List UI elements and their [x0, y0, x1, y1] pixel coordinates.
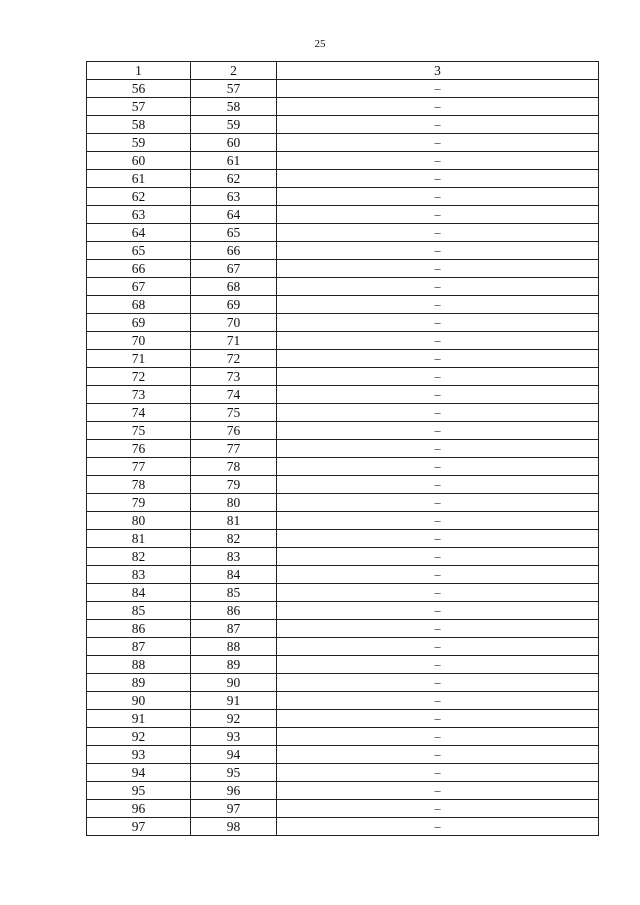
column-header-1: 1	[87, 62, 191, 80]
table-cell-col-2: 90	[191, 674, 277, 692]
table-cell-col-3: –	[277, 620, 599, 638]
table-row	[87, 224, 599, 242]
table-cell-col-3: –	[277, 764, 599, 782]
table-cell-col-2: 60	[191, 134, 277, 152]
table-cell-col-3: –	[277, 368, 599, 386]
table-cell-col-3: –	[277, 296, 599, 314]
table-row	[87, 602, 599, 620]
table-cell-col-3: –	[277, 98, 599, 116]
table-row	[87, 422, 599, 440]
table-cell-col-3: –	[277, 134, 599, 152]
table-cell-col-3: –	[277, 476, 599, 494]
table-row	[87, 116, 599, 134]
table-cell-col-3: –	[277, 674, 599, 692]
table-cell-col-2: 72	[191, 350, 277, 368]
table-cell-col-1: 96	[87, 800, 191, 818]
table-cell-col-3: –	[277, 260, 599, 278]
table-cell-col-2: 92	[191, 710, 277, 728]
table-cell-col-1: 97	[87, 818, 191, 836]
table-cell-col-1: 88	[87, 656, 191, 674]
table-row	[87, 440, 599, 458]
table-cell-col-3: –	[277, 206, 599, 224]
table-cell-col-1: 62	[87, 188, 191, 206]
table-cell-col-1: 82	[87, 548, 191, 566]
table-cell-col-1: 66	[87, 260, 191, 278]
table-cell-col-2: 85	[191, 584, 277, 602]
table-cell-col-3: –	[277, 386, 599, 404]
table-cell-col-1: 60	[87, 152, 191, 170]
table-row	[87, 512, 599, 530]
table-cell-col-1: 90	[87, 692, 191, 710]
table-cell-col-1: 56	[87, 80, 191, 98]
table-cell-col-3: –	[277, 404, 599, 422]
table-cell-col-3: –	[277, 584, 599, 602]
table-cell-col-2: 57	[191, 80, 277, 98]
table-row	[87, 674, 599, 692]
table-cell-col-3: –	[277, 818, 599, 836]
table-cell-col-3: –	[277, 116, 599, 134]
table-cell-col-2: 95	[191, 764, 277, 782]
table-row	[87, 800, 599, 818]
table-cell-col-2: 79	[191, 476, 277, 494]
table-cell-col-3: –	[277, 782, 599, 800]
table-cell-col-2: 96	[191, 782, 277, 800]
table-row	[87, 638, 599, 656]
table-cell-col-2: 98	[191, 818, 277, 836]
table-cell-col-3: –	[277, 422, 599, 440]
table-row	[87, 350, 599, 368]
table-row	[87, 260, 599, 278]
table-cell-col-3: –	[277, 170, 599, 188]
table-cell-col-3: –	[277, 530, 599, 548]
table-cell-col-1: 84	[87, 584, 191, 602]
table-cell-col-1: 67	[87, 278, 191, 296]
table-cell-col-3: –	[277, 152, 599, 170]
table-row	[87, 332, 599, 350]
table-cell-col-3: –	[277, 710, 599, 728]
table-row	[87, 566, 599, 584]
page-number: 25	[314, 38, 326, 50]
table-cell-col-2: 62	[191, 170, 277, 188]
table-cell-col-1: 57	[87, 98, 191, 116]
table-cell-col-3: –	[277, 800, 599, 818]
table-cell-col-2: 81	[191, 512, 277, 530]
table-row	[87, 242, 599, 260]
table-cell-col-2: 88	[191, 638, 277, 656]
table-row	[87, 80, 599, 98]
table-cell-col-3: –	[277, 242, 599, 260]
table-cell-col-1: 76	[87, 440, 191, 458]
table-row	[87, 206, 599, 224]
table-cell-col-1: 95	[87, 782, 191, 800]
table-cell-col-3: –	[277, 332, 599, 350]
table-cell-col-2: 83	[191, 548, 277, 566]
table-cell-col-3: –	[277, 494, 599, 512]
table-cell-col-1: 77	[87, 458, 191, 476]
table-cell-col-2: 69	[191, 296, 277, 314]
table-body	[87, 80, 599, 836]
table-row	[87, 134, 599, 152]
table-cell-col-1: 83	[87, 566, 191, 584]
table-row	[87, 656, 599, 674]
table-cell-col-2: 63	[191, 188, 277, 206]
table-cell-col-3: –	[277, 656, 599, 674]
table-cell-col-2: 68	[191, 278, 277, 296]
table-row	[87, 818, 599, 836]
table-cell-col-3: –	[277, 458, 599, 476]
table-row	[87, 278, 599, 296]
table-cell-col-3: –	[277, 746, 599, 764]
table-row	[87, 782, 599, 800]
table-cell-col-1: 89	[87, 674, 191, 692]
table-row	[87, 314, 599, 332]
table-row	[87, 98, 599, 116]
table-cell-col-3: –	[277, 602, 599, 620]
table-cell-col-2: 82	[191, 530, 277, 548]
table-cell-col-2: 59	[191, 116, 277, 134]
table-cell-col-1: 92	[87, 728, 191, 746]
table-cell-col-2: 84	[191, 566, 277, 584]
table-cell-col-2: 76	[191, 422, 277, 440]
table-row	[87, 188, 599, 206]
table-row	[87, 584, 599, 602]
table-cell-col-1: 74	[87, 404, 191, 422]
table-cell-col-3: –	[277, 80, 599, 98]
table-cell-col-3: –	[277, 548, 599, 566]
table-row	[87, 368, 599, 386]
table-cell-col-1: 59	[87, 134, 191, 152]
table-row	[87, 692, 599, 710]
table-cell-col-2: 86	[191, 602, 277, 620]
table-cell-col-3: –	[277, 512, 599, 530]
data-table	[86, 61, 599, 836]
table-cell-col-1: 80	[87, 512, 191, 530]
table-cell-col-2: 97	[191, 800, 277, 818]
table-row	[87, 170, 599, 188]
table-row	[87, 764, 599, 782]
table-row	[87, 620, 599, 638]
table-cell-col-1: 94	[87, 764, 191, 782]
table-cell-col-1: 79	[87, 494, 191, 512]
table-row	[87, 494, 599, 512]
table-cell-col-3: –	[277, 440, 599, 458]
table-cell-col-2: 58	[191, 98, 277, 116]
table-cell-col-3: –	[277, 350, 599, 368]
table-row	[87, 548, 599, 566]
table-cell-col-2: 75	[191, 404, 277, 422]
table-cell-col-3: –	[277, 692, 599, 710]
table-cell-col-1: 73	[87, 386, 191, 404]
table-cell-col-3: –	[277, 278, 599, 296]
table-cell-col-2: 64	[191, 206, 277, 224]
table-cell-col-2: 74	[191, 386, 277, 404]
table-cell-col-3: –	[277, 314, 599, 332]
table-row	[87, 746, 599, 764]
table-cell-col-1: 87	[87, 638, 191, 656]
table-cell-col-2: 87	[191, 620, 277, 638]
header-row	[87, 62, 599, 80]
table-cell-col-3: –	[277, 638, 599, 656]
table-cell-col-1: 93	[87, 746, 191, 764]
table-cell-col-1: 85	[87, 602, 191, 620]
table-cell-col-3: –	[277, 188, 599, 206]
table-cell-col-2: 78	[191, 458, 277, 476]
table-cell-col-1: 64	[87, 224, 191, 242]
table-cell-col-1: 78	[87, 476, 191, 494]
table-cell-col-2: 71	[191, 332, 277, 350]
table-row	[87, 458, 599, 476]
table-cell-col-1: 68	[87, 296, 191, 314]
table-cell-col-2: 93	[191, 728, 277, 746]
table-row	[87, 386, 599, 404]
table-row	[87, 710, 599, 728]
table-row	[87, 728, 599, 746]
table-cell-col-1: 69	[87, 314, 191, 332]
table-cell-col-1: 91	[87, 710, 191, 728]
column-header-3: 3	[277, 62, 599, 80]
table-header	[87, 62, 599, 80]
table-row	[87, 404, 599, 422]
table-cell-col-1: 81	[87, 530, 191, 548]
table-cell-col-2: 80	[191, 494, 277, 512]
table-row	[87, 476, 599, 494]
table-cell-col-1: 75	[87, 422, 191, 440]
table-cell-col-2: 77	[191, 440, 277, 458]
table-row	[87, 296, 599, 314]
table-cell-col-2: 94	[191, 746, 277, 764]
table-cell-col-1: 86	[87, 620, 191, 638]
table-cell-col-3: –	[277, 728, 599, 746]
table-cell-col-3: –	[277, 224, 599, 242]
table-cell-col-1: 72	[87, 368, 191, 386]
table-cell-col-2: 91	[191, 692, 277, 710]
table-cell-col-1: 63	[87, 206, 191, 224]
table-cell-col-2: 67	[191, 260, 277, 278]
column-header-2: 2	[191, 62, 277, 80]
table-cell-col-1: 58	[87, 116, 191, 134]
table-cell-col-1: 65	[87, 242, 191, 260]
table-row	[87, 530, 599, 548]
table-row	[87, 152, 599, 170]
table-cell-col-1: 61	[87, 170, 191, 188]
table-cell-col-1: 71	[87, 350, 191, 368]
table-cell-col-2: 61	[191, 152, 277, 170]
table-cell-col-3: –	[277, 566, 599, 584]
table-cell-col-2: 70	[191, 314, 277, 332]
table-cell-col-2: 73	[191, 368, 277, 386]
table-cell-col-2: 66	[191, 242, 277, 260]
table-cell-col-2: 65	[191, 224, 277, 242]
table-cell-col-1: 70	[87, 332, 191, 350]
table-cell-col-2: 89	[191, 656, 277, 674]
